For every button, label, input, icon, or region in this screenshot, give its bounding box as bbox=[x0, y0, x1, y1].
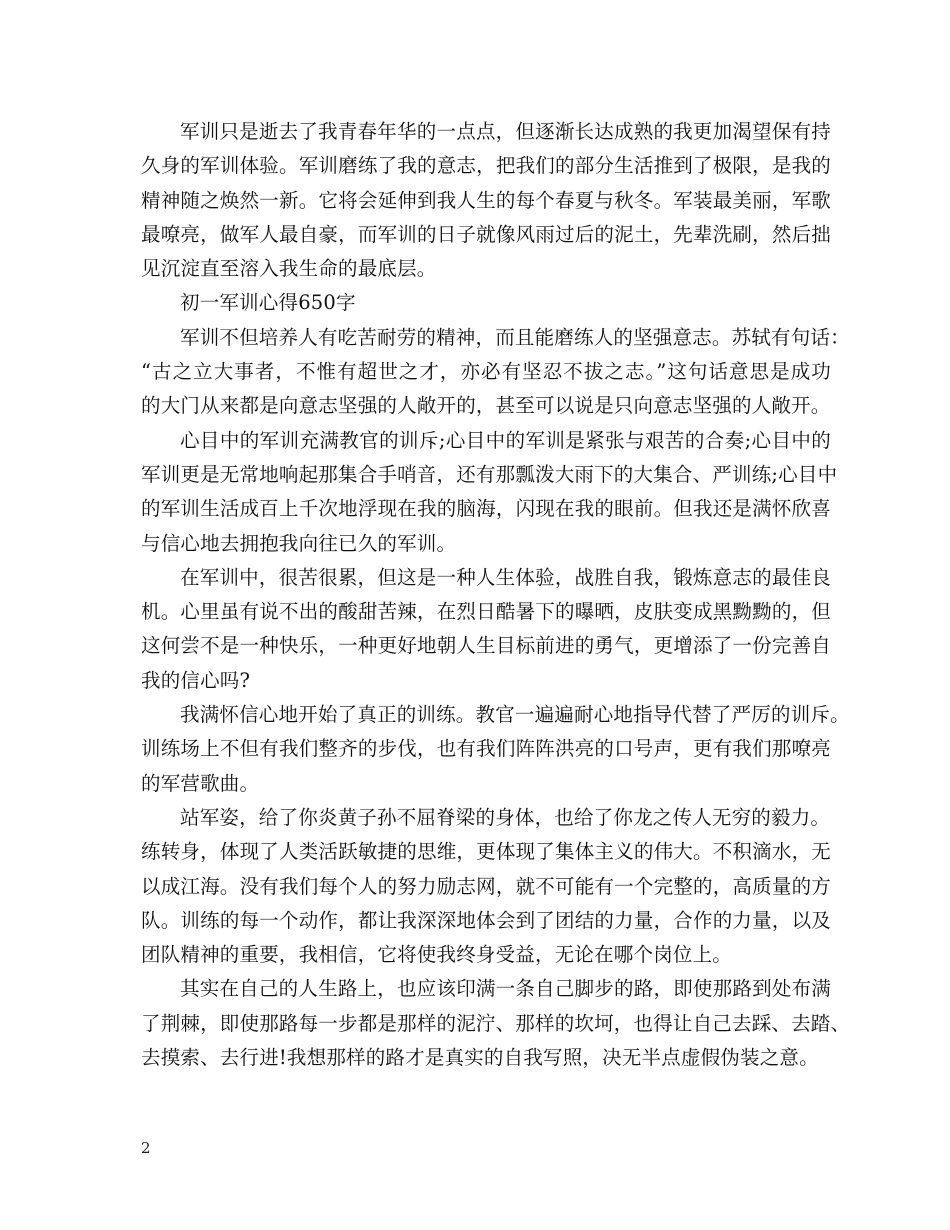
page-number: 2 bbox=[141, 1139, 151, 1157]
text-line: “古之立大事者，不惟有超世之才，亦必有坚忍不拔之志。”这句话意思是成功 bbox=[141, 360, 831, 384]
heading-line: 初一军训心得650字 bbox=[180, 291, 356, 315]
text-line: 在军训中，很苦很累，但这是一种人生体验，战胜自我，锻炼意志的最佳良 bbox=[180, 565, 831, 589]
text-line: 站军姿，给了你炎黄子孙不屈脊梁的身体，也给了你龙之传人无穷的毅力。 bbox=[180, 805, 831, 829]
paragraph-4 bbox=[141, 561, 831, 698]
text-line: 其实在自己的人生路上，也应该印满一条自己脚步的路，即使那路到处布满 bbox=[180, 977, 831, 1001]
text-line: 以成江海。没有我们每个人的努力励志网，就不可能有一个完整的，高质量的方 bbox=[141, 874, 831, 898]
text-line: 见沉淀直至溶入我生命的最底层。 bbox=[141, 257, 437, 281]
paragraph-3 bbox=[141, 424, 838, 561]
section-heading bbox=[141, 286, 831, 320]
text-line: 军训不但培养人有吃苦耐劳的精神，而且能磨练人的坚强意志。苏轼有句话： bbox=[180, 325, 850, 349]
text-line: 去摸索、去行进!我想那样的路才是真实的自我写照，决无半点虚假伪装之意。 bbox=[141, 1046, 819, 1070]
text-line: 我满怀信心地开始了真正的训练。教官一遍遍耐心地指导代替了严厉的训斥。 bbox=[180, 703, 850, 727]
text-line: 训练场上不但有我们整齐的步伐，也有我们阵阵洪亮的口号声，更有我们那嘹亮 bbox=[141, 737, 831, 761]
paragraph-2 bbox=[141, 321, 850, 424]
text-line: 这何尝不是一种快乐，一种更好地朝人生目标前进的勇气，更增添了一份完善自 bbox=[141, 634, 831, 658]
text-line: 机。心里虽有说不出的酸甜苦辣，在烈日酷暑下的曝晒，皮肤变成黑黝黝的，但 bbox=[141, 600, 831, 624]
text-line: 了荆棘，即使那路每一步都是那样的泥泞、那样的坎坷，也得让自己去踩、去踏、 bbox=[141, 1011, 851, 1035]
paragraph-7 bbox=[141, 972, 851, 1075]
text-line: 练转身，体现了人类活跃敏捷的思维，更体现了集体主义的伟大。不积滴水，无 bbox=[141, 840, 831, 864]
text-line: 最嘹亮，做军人最自豪，而军训的日子就像风雨过后的泥土，先辈洗刷，然后拙 bbox=[141, 222, 831, 246]
text-line: 的军营歌曲。 bbox=[141, 771, 260, 795]
text-line: 团队精神的重要，我相信，它将使我终身受益，无论在哪个岗位上。 bbox=[141, 943, 733, 967]
paragraph-6 bbox=[141, 801, 831, 972]
text-line: 军训只是逝去了我青春年华的一点点，但逐渐长达成熟的我更加渴望保有持 bbox=[180, 120, 831, 143]
text-line: 军训更是无常地响起那集合手哨音，还有那瓢泼大雨下的大集合、严训练;心目中 bbox=[141, 462, 838, 486]
paragraph-1 bbox=[141, 115, 831, 286]
text-line: 的大门从来都是向意志坚强的人敞开的，甚至可以说是只向意志坚强的人敞开。 bbox=[141, 394, 831, 418]
text-line: 心目中的军训充满教官的训斥;心目中的军训是紧张与艰苦的合奏;心目中的 bbox=[180, 428, 831, 452]
text-line: 队。训练的每一个动作，都让我深深地体会到了团结的力量，合作的力量，以及 bbox=[141, 908, 831, 932]
document-body bbox=[141, 115, 851, 1075]
text-line: 久身的军训体验。军训磨练了我的意志，把我们的部分生活推到了极限，是我的 bbox=[141, 154, 831, 178]
text-line: 精神随之焕然一新。它将会延伸到我人生的每个春夏与秋冬。军装最美丽，军歌 bbox=[141, 188, 831, 212]
paragraph-5 bbox=[141, 698, 850, 801]
text-line: 与信心地去拥抱我向往已久的军训。 bbox=[141, 531, 457, 555]
text-line: 的军训生活成百上千次地浮现在我的脑海，闪现在我的眼前。但我还是满怀欣喜 bbox=[141, 497, 831, 521]
text-line: 我的信心吗? bbox=[141, 668, 251, 692]
